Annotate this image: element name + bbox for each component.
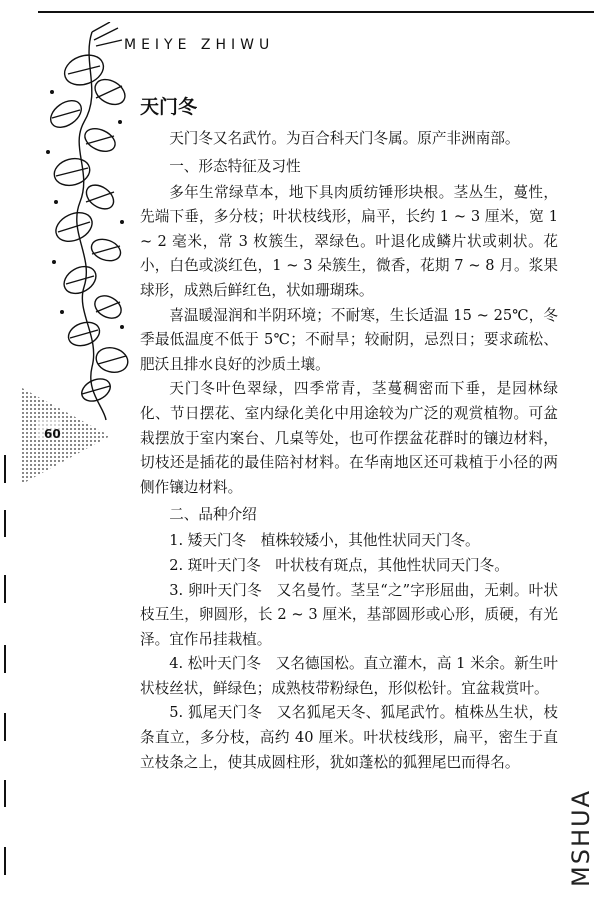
variety-item: 5. 狐尾天门冬 又名狐尾天冬、狐尾武竹。植株丛生状，枝条直立，多分枝，高约 40 厘米。叶状枝线形，扁平，密生于直立枝条之上，使其成圆柱形，犹如蓬松的狐狸尾巴而得名。 [140,704,558,771]
header-rule [38,11,594,13]
watermark: MSHUA [567,789,595,887]
intro-paragraph: 天门冬又名武竹。为百合科天门冬属。原产非洲南部。 [169,130,520,147]
paragraph-uses: 天门冬叶色翠绿，四季常青，茎蔓稠密而下垂，是园林绿化、节日摆花、室内绿化美化中用途较为广泛的观赏植物。可盆栽摆放于室内案台、几桌等处，也可作摆盆花群时的镶边材料，切枝还是插花的最佳陪衬材料。在华南地区还可栽植于小径的两侧作镶边材料。 [140,380,558,496]
running-header: MEIYE ZHIWU [124,37,275,53]
section-heading-varieties: 二、品种介绍 [169,506,257,524]
page-number: 60 [44,427,61,441]
variety-item: 2. 斑叶天门冬 叶状枝有斑点，其他性状同天门冬。 [169,556,509,574]
variety-item: 1. 矮天门冬 植株较矮小，其他性状同天门冬。 [169,532,480,550]
variety-item: 3. 卵叶天门冬 又名曼竹。茎呈“之”字形屈曲，无刺。叶状枝互生，卵圆形，长 2 ~ 3 厘米，基部圆形或心形，质硬，有光泽。宜作吊挂栽植。 [140,581,558,648]
section-heading-morphology: 一、形态特征及习性 [169,157,301,175]
scan-margin-marks [2,455,8,895]
vine-illustration-icon [22,22,134,422]
page-number-badge [22,388,112,484]
paragraph-habit: 喜温暖湿润和半阴环境；不耐寒，生长适温 15 ~ 25℃，冬季最低温度不低于 5℃；不耐旱；较耐阴，忌烈日；要求疏松、肥沃且排水良好的沙质土壤。 [140,306,558,373]
article-title: 天门冬 [140,96,198,118]
article-body [140,93,558,775]
paragraph-morphology: 多年生常绿草本，地下具肉质纺锤形块根。茎丛生，蔓性，先端下垂，多分枝；叶状枝线形，扁平，长约 1 ~ 3 厘米，宽 1 ~ 2 毫米，常 3 枚簇生，翠绿色。叶退化成鳞片状或刺状。花小，白色或淡红色，1 ~ 3 朵簇生，微香，花期 7 ~ 8 月。浆果球形，成熟后鲜红色，状如珊瑚珠。 [140,183,558,299]
variety-item: 4. 松叶天门冬 又名德国松。直立灌木，高 1 米余。新生叶状枝丝状，鲜绿色；成熟枝带粉绿色，形似松针。宜盆栽赏叶。 [140,655,558,697]
